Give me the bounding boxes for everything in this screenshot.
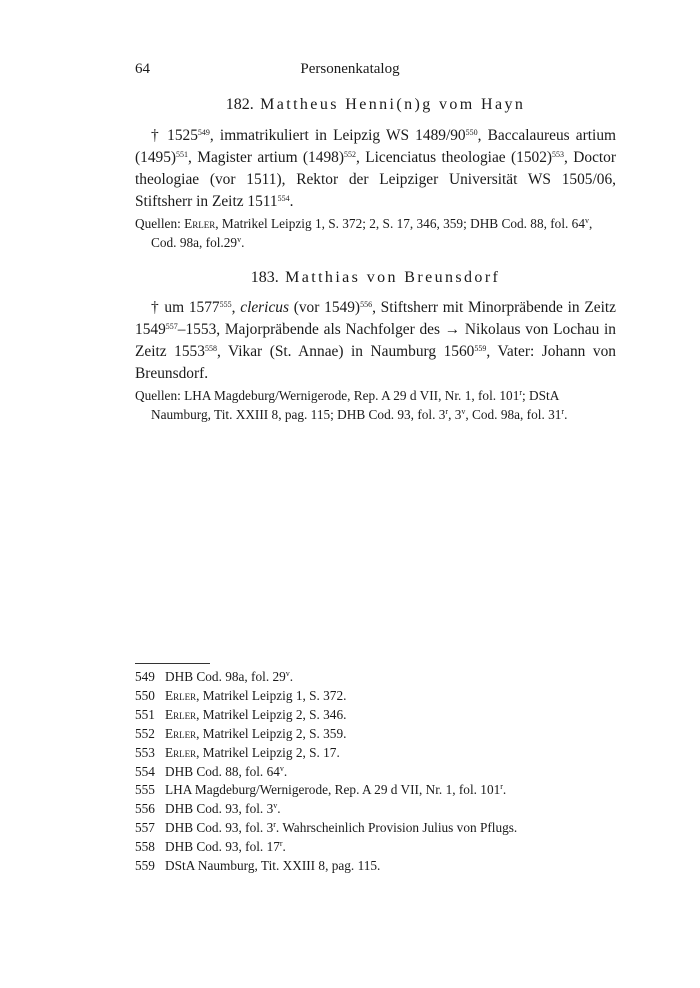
footnote-ref[interactable]: 553 (552, 150, 565, 159)
entry-183-number: 183. (250, 269, 279, 286)
footnote: 550 Erler, Matrikel Leipzig 1, S. 372. (135, 687, 347, 703)
footnote-ref[interactable]: 558 (204, 344, 217, 353)
entry-183-sources: Quellen: LHA Magdeburg/Wernigerode, Rep. A 29 d VII, Nr. 1, fol. 101$^r$; DStA Naumburg, Tit. XXIII 8, pag. 115; DHB Cod. 93, fol. 3$^r$, 3$^v$, Cod. 98a, fol. 31$^r$. (135, 388, 568, 422)
footnote-ref[interactable]: 554 (277, 194, 290, 203)
footnote-ref[interactable]: 551 (176, 150, 189, 159)
footnote: 556 DHB Cod. 93, fol. 3$^v$. (135, 801, 281, 817)
entry-182-name: Mattheus Henni(n)g vom Hayn (260, 96, 526, 113)
footnote-ref[interactable]: 556 (360, 300, 373, 309)
footnote: 555 LHA Magdeburg/Wernigerode, Rep. A 29 d VII, Nr. 1, fol. 101$^r$. (135, 782, 507, 798)
entry-182-sources: Quellen: Erler, Matrikel Leipzig 1, S. 372; 2, S. 17, 346, 359; DHB Cod. 88, fol. 64$^v$, Cod. 98a, fol.29$^v$. (135, 216, 593, 250)
running-head: Personenkatalog (300, 61, 400, 77)
footnote: 557 DHB Cod. 93, fol. 3$^r$. Wahrscheinlich Provision Julius von Pflugs. (135, 820, 518, 836)
page-number: 64 (135, 61, 150, 77)
footnote-ref[interactable]: 549 (197, 128, 210, 137)
entry-183-title (135, 269, 616, 287)
footnote: 559 DStA Naumburg, Tit. XXIII 8, pag. 115. (135, 858, 381, 874)
footnote-ref[interactable]: 559 (474, 344, 487, 353)
entry-183-name: Matthias von Breunsdorf (285, 269, 501, 286)
footnote: 553 Erler, Matrikel Leipzig 2, S. 17. (135, 744, 340, 760)
footnote: 549 DHB Cod. 98a, fol. 29$^v$. (135, 669, 294, 684)
footnote-ref[interactable]: 552 (343, 150, 356, 159)
footnote-ref[interactable]: 555 (219, 300, 232, 309)
footnote-ref[interactable]: 550 (465, 128, 478, 137)
entry-182-number: 182. (225, 96, 254, 113)
footnote-divider (135, 663, 210, 664)
entry-182-body: † 1525$^{549}$, immatrikuliert in Leipzig WS $1489/90^{550}$, Baccalaureus artium $(1495)^{551}$, Magister artium $(1498)^{552}$, Licenciatus theologiae $(1502)^{553}$, Doctor theologiae (vor 1511), Rektor der Leipziger Universität WS 1505/06, Stiftsherr in Zeitz 1511$^{554}$. (135, 127, 616, 210)
footnotes (135, 668, 616, 876)
footnote: 558 DHB Cod. 93, fol. 17$^r$. (135, 839, 286, 855)
entry-182-title (135, 96, 616, 114)
footnote-ref[interactable]: 557 (165, 322, 178, 331)
entry-183-body: † um 1577$^{555}$, clericus (vor 1549)$^{556}$, Stiftsherr mit Minorpräbende in Zeitz 1549$^{557}$–1553, Majorpräbende als Nachfolger des → Nikolaus von Lochau in Zeitz 1553$^{558}$, Vikar (St. Annae) in Naumburg 1560$^{559}$, Vater: Johann von Breunsdorf. (135, 299, 617, 382)
footnote: 551 Erler, Matrikel Leipzig 2, S. 346. (135, 706, 347, 722)
footnote: 554 DHB Cod. 88, fol. 64$^v$. (135, 763, 288, 779)
footnote: 552 Erler, Matrikel Leipzig 2, S. 359. (135, 725, 347, 741)
